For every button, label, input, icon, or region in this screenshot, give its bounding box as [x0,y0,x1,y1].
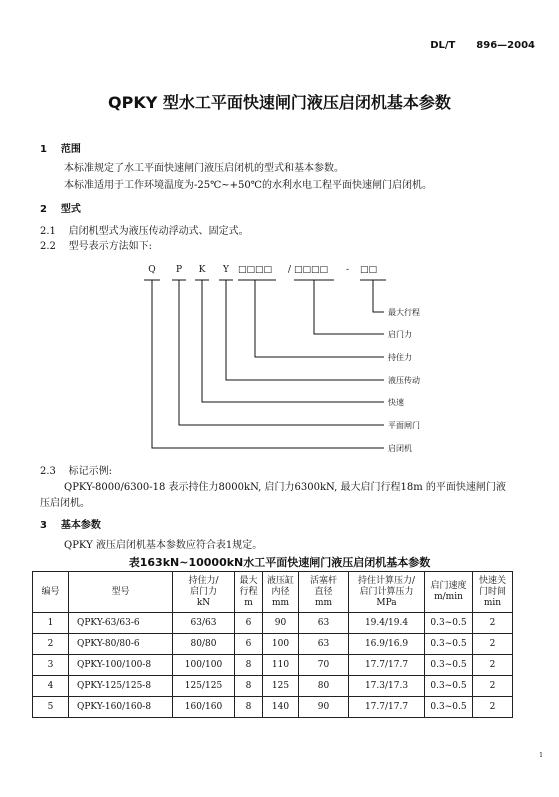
standard-id: DL/T [430,40,456,51]
code-box-group-2: □□□□ [294,265,329,275]
clause-text: 标记示例: [68,466,112,477]
clause-number: 2.2 [40,241,56,252]
table-row: 2 QPKY-80/80-6 80/80 6 100 63 16.9/16.9 0.3~0.5 2 [33,634,513,655]
label-holding-force: 持住力 [388,353,412,362]
separator-dash: - [346,265,350,275]
label-hoist: 启闭机 [388,444,412,453]
header-model: 型号 [69,572,173,613]
section-number: 3 [40,520,47,531]
table-header-row [33,572,513,613]
separator-slash: / [288,265,292,275]
leader-lines [144,280,386,448]
clause-2-2 [40,237,152,252]
section-1-paragraph-2: 本标准适用于工作环境温度为-25℃~+50℃的水利水电工程平面快速闸门启闭机。 [64,180,432,191]
header-speed: 启门速度 m/min [425,572,473,613]
letter-q: Q [148,265,156,275]
code-box-group-3: □□ [360,265,378,275]
section-3-paragraph: QPKY 液压启闭机基本参数应符合表1规定。 [64,540,263,551]
clause-text: 型号表示方法如下: [68,241,152,252]
label-quick: 快速 [388,398,404,407]
marking-example-line-2: 压启闭机。 [40,498,90,509]
clause-number: 2.1 [40,226,56,237]
letter-k: K [198,265,206,275]
clause-2-1 [40,222,249,237]
section-2-heading [40,200,81,215]
header-number: 编号 [33,572,69,613]
table-caption: 表163kN~10000kN水工平面快速闸门液压启闭机基本参数 [128,556,431,569]
standard-number: 896—2004 [476,40,535,51]
label-max-stroke: 最大行程 [388,308,420,317]
section-number: 1 [40,144,47,155]
section-1-paragraph-1: 本标准规定了水工平面快速闸门液压启闭机的型式和基本参数。 [64,163,344,174]
table-row: 3 QPKY-100/100-8 100/100 8 110 70 17.7/17.7 0.3~0.5 2 [33,655,513,676]
code-box-group-1: □□□□ [238,265,273,275]
section-3-heading [40,516,101,531]
page-number: 1 [539,752,543,759]
parameters-table [32,571,513,718]
section-title: 范围 [60,144,81,155]
table-row: 5 QPKY-160/160-8 160/160 8 140 90 17.7/17.7 0.3~0.5 2 [33,697,513,718]
table-row: 1 QPKY-63/63-6 63/63 6 90 63 19.4/19.4 0.3~0.5 2 [33,613,513,634]
header-stroke: 最大 行程 m [235,572,263,613]
section-1-heading [40,140,81,155]
table-row: 4 QPKY-125/125-8 125/125 8 125 80 17.3/17.3 0.3~0.5 2 [33,676,513,697]
label-hydraulic-drive: 液压传动 [388,376,420,385]
model-designation-diagram [140,260,450,460]
header-force: 持住力/ 启门力 kN [173,572,235,613]
header-cylinder-bore: 液压缸 内径 mm [263,572,299,613]
clause-number: 2.3 [40,466,56,477]
header-rod-diameter: 活塞杆 直径 mm [299,572,349,613]
label-opening-force: 启门力 [388,330,412,339]
header-pressure: 持住计算压力/ 启门计算压力 MPa [349,572,425,613]
marking-example-line-1: QPKY-8000/6300-18 表示持住力8000kN, 启门力6300kN, 最大启门行程18m 的平面快速闸门液 [64,482,506,493]
document-header [430,40,535,51]
section-title: 基本参数 [60,520,101,531]
letter-y: Y [223,265,229,275]
page-title: QPKY 型水工平面快速闸门液压启闭机基本参数 [108,93,451,112]
header-close-time: 快速关 门时间 min [473,572,513,613]
clause-text: 启闭机型式为液压传动浮动式、固定式。 [68,226,249,237]
letter-p: P [175,265,183,275]
label-plane-gate: 平面闸门 [388,421,420,430]
section-number: 2 [40,204,47,215]
clause-2-3 [40,462,112,477]
section-title: 型式 [60,204,81,215]
